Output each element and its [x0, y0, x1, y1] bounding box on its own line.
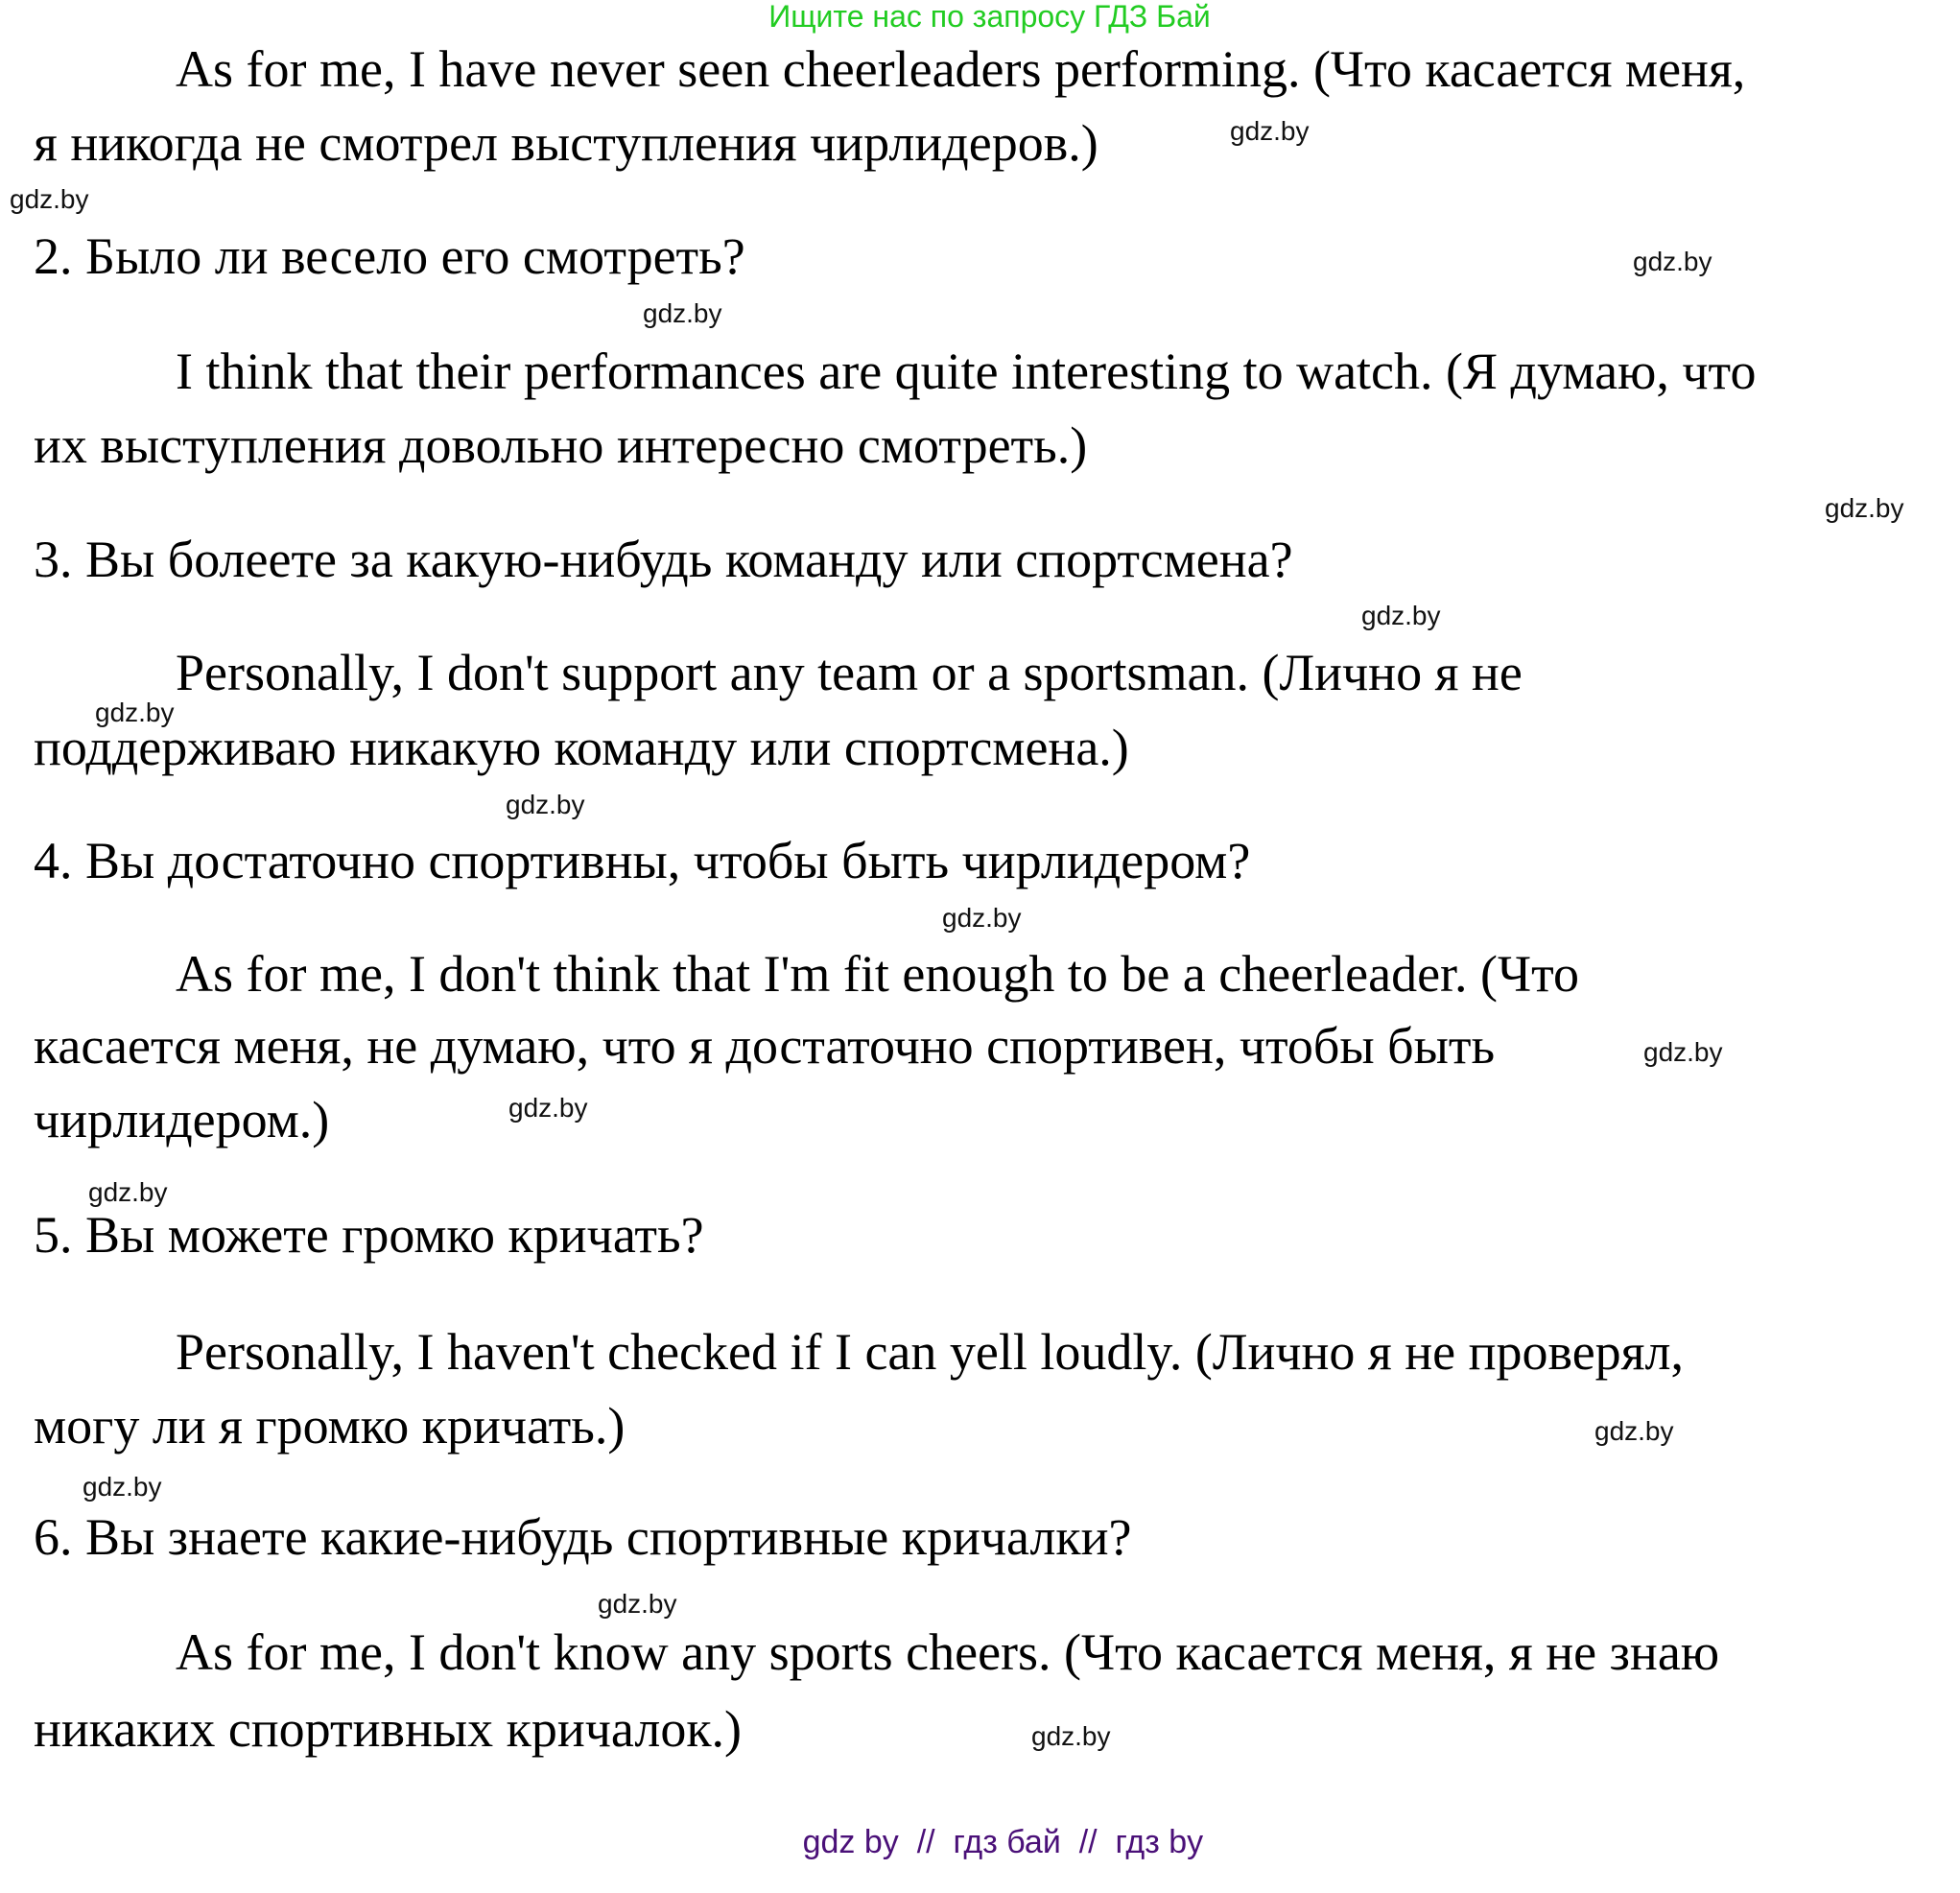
- watermark-gdz-by: gdz.by: [83, 1472, 162, 1502]
- answer-line: касается меня, не думаю, что я достаточно спортивен, чтобы быть: [34, 1017, 1496, 1075]
- answer-line: Personally, I don't support any team or a sportsman. (Лично я не: [176, 644, 1523, 701]
- watermark-gdz-by: gdz.by: [10, 184, 89, 214]
- watermark-gdz-by: gdz.by: [1594, 1416, 1674, 1446]
- question-line: 2. Было ли весело его смотреть?: [34, 227, 745, 285]
- watermark-gdz-by: gdz.by: [508, 1093, 588, 1123]
- question-line: 6. Вы знаете какие-нибудь спортивные кричалки?: [34, 1508, 1132, 1566]
- watermark-gdz-by: gdz.by: [88, 1177, 168, 1207]
- answer-line: As for me, I have never seen cheerleaders performing. (Что касается меня,: [176, 40, 1746, 98]
- question-line: 4. Вы достаточно спортивны, чтобы быть чирлидером?: [34, 832, 1251, 889]
- footer-site-links: [0, 1793, 1960, 1891]
- watermark-gdz-by: gdz.by: [1361, 601, 1441, 630]
- footer-separator: //: [898, 1824, 954, 1860]
- answer-line: никаких спортивных кричалок.): [34, 1700, 743, 1758]
- footer-link-gdz-by[interactable]: gdz by: [802, 1824, 899, 1860]
- watermark-gdz-by: gdz.by: [95, 698, 175, 727]
- footer-link-gdz-by-ru[interactable]: гдз by: [1115, 1824, 1204, 1860]
- watermark-gdz-by: gdz.by: [942, 903, 1022, 933]
- answer-line: их выступления довольно интересно смотреть.): [34, 416, 1088, 474]
- question-line: 3. Вы болеете за какую-нибудь команду или спортсмена?: [34, 531, 1293, 588]
- footer-separator: //: [1060, 1824, 1116, 1860]
- watermark-gdz-by: gdz.by: [1825, 493, 1904, 523]
- watermark-gdz-by: gdz.by: [1031, 1721, 1111, 1751]
- answer-line: я никогда не смотрел выступления чирлидеров.): [34, 114, 1098, 172]
- answer-line: могу ли я громко кричать.): [34, 1397, 626, 1455]
- footer-link-gdz-bai[interactable]: гдз бай: [953, 1824, 1061, 1860]
- watermark-gdz-by: gdz.by: [598, 1589, 677, 1619]
- search-hint-banner: Ищите нас по запросу ГДЗ Бай: [768, 0, 1211, 34]
- answer-line: чирлидером.): [34, 1091, 330, 1148]
- answer-line: As for me, I don't think that I'm fit enough to be a cheerleader. (Что: [176, 945, 1580, 1003]
- answer-line: Personally, I haven't checked if I can yell loudly. (Лично я не проверял,: [176, 1323, 1684, 1381]
- watermark-gdz-by: gdz.by: [1230, 116, 1310, 146]
- answer-line: I think that their performances are quite interesting to watch. (Я думаю, что: [176, 343, 1757, 400]
- watermark-gdz-by: gdz.by: [643, 298, 722, 328]
- watermark-gdz-by: gdz.by: [1633, 247, 1712, 276]
- answer-line: поддерживаю никакую команду или спортсмена.): [34, 719, 1129, 776]
- answer-line: As for me, I don't know any sports cheers. (Что касается меня, я не знаю: [176, 1623, 1720, 1681]
- watermark-gdz-by: gdz.by: [1643, 1037, 1723, 1067]
- question-line: 5. Вы можете громко кричать?: [34, 1206, 704, 1264]
- watermark-gdz-by: gdz.by: [506, 790, 585, 819]
